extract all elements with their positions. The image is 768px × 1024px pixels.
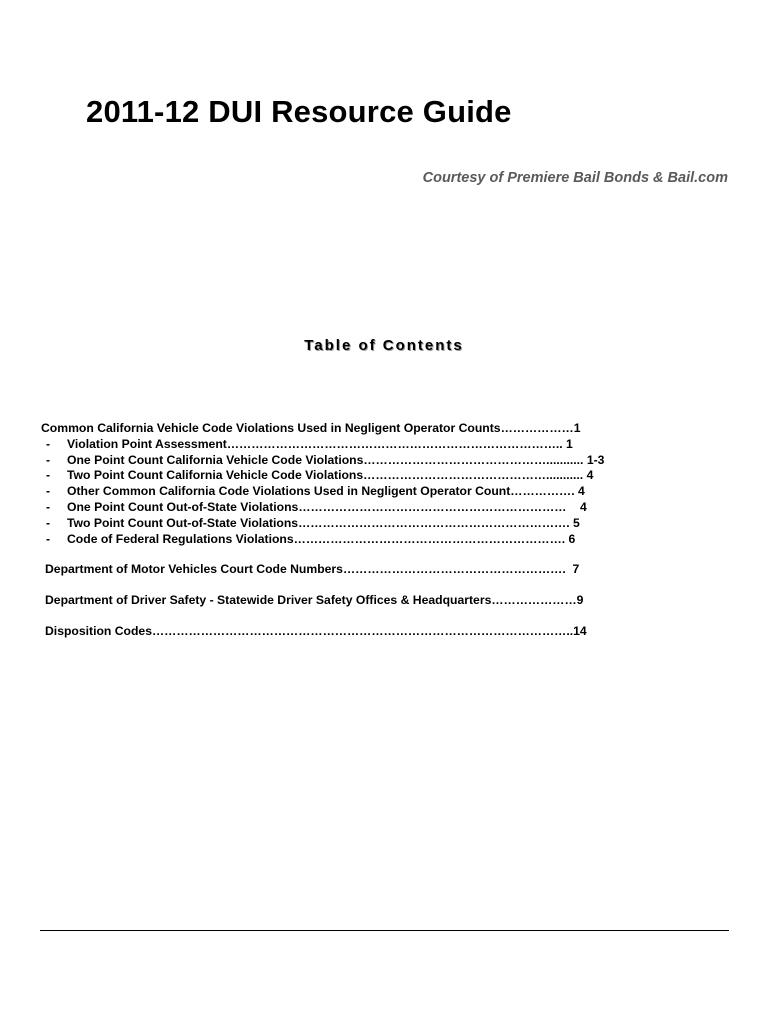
toc-dash: - <box>46 515 51 530</box>
footer-divider <box>40 930 729 931</box>
toc-subentry[interactable] <box>41 500 681 516</box>
toc-entry-disposition-codes[interactable]: Disposition Codes…………………………………………………………………………………………..14 <box>45 623 587 638</box>
toc-subentry-label: Two Point Count California Vehicle Code Violations………………………………………........... 4 <box>67 468 594 483</box>
document-title: 2011-12 DUI Resource Guide <box>86 94 512 129</box>
toc-entry-driver-safety[interactable]: Department of Driver Safety - Statewide Driver Safety Offices & Headquarters…………………9 <box>45 593 584 608</box>
toc-subentry[interactable] <box>41 532 681 548</box>
toc-subentry-label: Two Point Count Out-of-State Violations…………………………………………………………. 5 <box>67 515 580 530</box>
toc-subentry-label: One Point Count California Vehicle Code Violations………………………………………........... 1-3 <box>67 452 605 467</box>
toc-heading: Table of Contents <box>304 337 464 354</box>
toc-subentry[interactable] <box>41 484 681 500</box>
toc-dash: - <box>46 499 51 514</box>
courtesy-line: Courtesy of Premiere Bail Bonds & Bail.com <box>422 170 728 186</box>
toc-subentry-label: Other Common California Code Violations Used in Negligent Operator Count……………. 4 <box>67 484 585 499</box>
toc-dash: - <box>46 484 51 499</box>
table-of-contents <box>41 421 681 640</box>
toc-dash: - <box>46 452 51 467</box>
toc-subentry-label: Code of Federal Regulations Violations…………………………………………………………. 6 <box>67 531 576 546</box>
toc-subentry[interactable] <box>41 516 681 532</box>
toc-entry-common-violations[interactable]: Common California Vehicle Code Violations Used in Negligent Operator Counts………………1 <box>41 421 581 435</box>
toc-dash: - <box>46 436 51 451</box>
toc-dash: - <box>46 531 51 546</box>
toc-subentry-label: Violation Point Assessment……………………………………………………………………….. 1 <box>67 436 573 451</box>
toc-subentry-label: One Point Count Out-of-State Violations………………………………………………………… 4 <box>67 499 587 514</box>
toc-dash: - <box>46 468 51 483</box>
toc-subentry[interactable] <box>41 453 681 469</box>
toc-entry-dmv-court-codes[interactable]: Department of Motor Vehicles Court Code Numbers………………………………………………. 7 <box>45 562 580 577</box>
toc-subentry[interactable] <box>41 468 681 484</box>
toc-subentry[interactable] <box>41 437 681 453</box>
